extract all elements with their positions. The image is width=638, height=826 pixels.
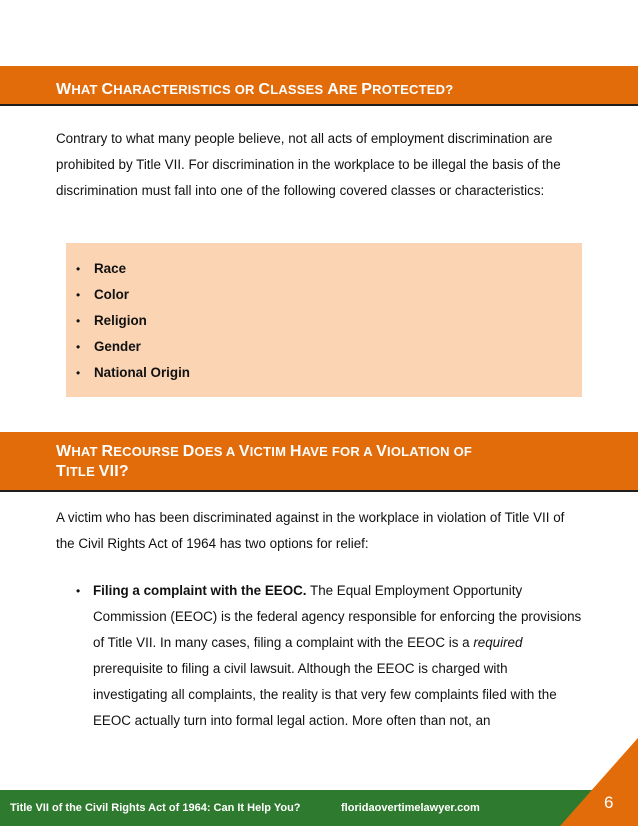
footer-title: Title VII of the Civil Rights Act of 1964: Can It Help You? xyxy=(10,802,301,814)
bullet-icon: • xyxy=(76,366,81,380)
bullet-icon: • xyxy=(76,262,81,276)
page-number: 6 xyxy=(604,793,614,812)
section-heading-protected-classes: WHAT CHARACTERISTICS OR CLASSES ARE PROTECTED? xyxy=(56,81,454,98)
option-text: Filing a complaint with the EEOC. The Equal Employment Opportunity Commission (EEOC) is the federal agency responsible for enforcing the provisions of Title VII. In many cases, filing a complaint with the EEOC is a required prerequisite to filing a civil lawsuit. Although the EEOC is charged with investigating all complaints, the reality is that very few complaints filed with the EEOC actually turn into formal legal action. More often than not, an xyxy=(93,583,582,728)
bullet-icon: • xyxy=(76,314,81,328)
list-item: • Religion xyxy=(76,308,190,334)
intro-paragraph: Contrary to what many people believe, not all acts of employment discrimination are prohibited by Title VII. For discrimination in the workplace to be illegal the basis of the discrimination must fall into one of the following covered classes or characteristics: xyxy=(56,131,561,198)
footer-site-link[interactable]: floridaovertimelawyer.com xyxy=(341,802,480,814)
bullet-icon: • xyxy=(76,288,81,302)
list-item: • Gender xyxy=(76,334,190,360)
bullet-icon: • xyxy=(76,584,81,598)
section-heading-recourse: WHAT RECOURSE DOES A VICTIM HAVE FOR A VIOLATION OF TITLE VII? xyxy=(56,443,473,480)
list-item: • Race xyxy=(76,256,190,282)
list-item: • Color xyxy=(76,282,190,308)
bullet-icon: • xyxy=(76,340,81,354)
list-item: • National Origin xyxy=(76,360,190,386)
corner-triangle xyxy=(560,738,638,826)
relief-paragraph: A victim who has been discriminated against in the workplace in violation of Title VII of the Civil Rights Act of 1964 has two options for relief: xyxy=(56,510,565,551)
